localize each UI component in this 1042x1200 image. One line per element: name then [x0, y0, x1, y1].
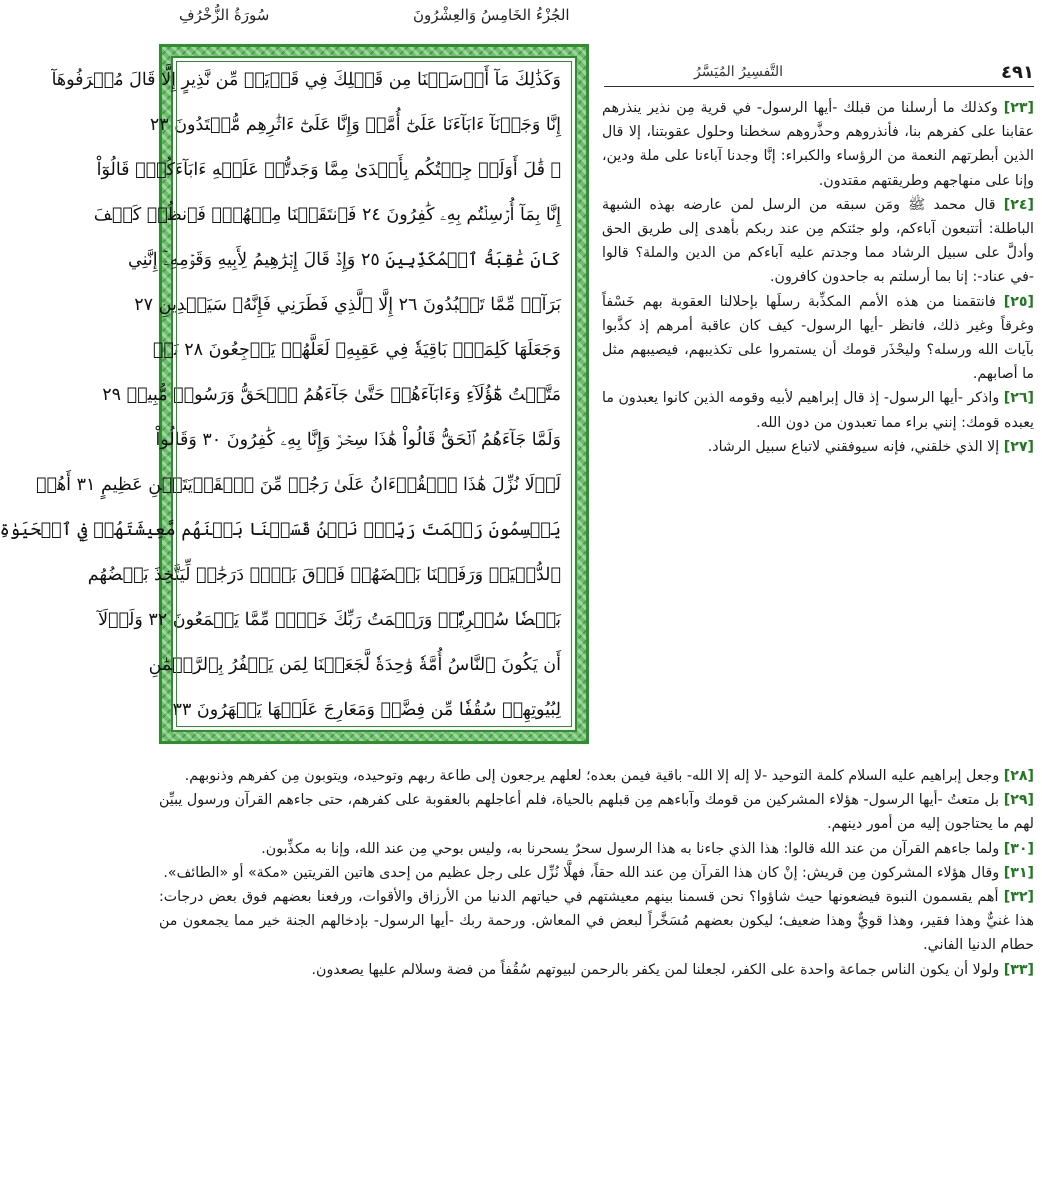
tafsir-text: وكذلك ما أرسلنا من قبلك -أيها الرسول- في قرية مِن نذير ينذرهم عقابنا على كفرهم بنا، فأنذروهم وحذَّروهم سخطنا وحلول عقوبتنا، إلا قال الذين أبطرتهم النعمة من الرؤساء والكبراء: إنَّا وجدنا آباءنا على ملة ودين، وإنا على منهاجهم وطريقتهم مقتدون. [602, 100, 1034, 189]
tafsir-paragraph [602, 386, 1034, 434]
quran-line: لِبُيُوتِهِمۡ سُقُفٗا مِّن فِضَّةٖ وَمَعَارِجَ عَلَيۡهَا يَظۡهَرُونَ ٣٣ [172, 700, 561, 721]
verse-number: [٢٣] [1003, 100, 1034, 116]
tafsir-paragraph [602, 193, 1034, 290]
tafsir-text: أهم يقسمون النبوة فيضعونها حيث شاؤوا؟ نحن قسمنا بينهم معيشتهم في حياتهم الدنيا من الأرزاق والأقوات، ورفعنا بعضهم فوق بعض درجات: هذا غنيٌّ وهذا فقير، وهذا قويٌّ وهذا ضعيف؛ ليكون بعضهم مُسَخَّراً لبعض في المعاش. ورحمة ربك -أيها الرسول- بإدخالهم الجنة خير مما يجمعون من حطام الدنيا الفاني. [159, 889, 1034, 954]
tafsir-paragraph [602, 96, 1034, 193]
tafsir-text: وقال هؤلاء المشركون مِن قريش: إنْ كان هذا القرآن مِن عند الله حقاً، فهلَّا نُزِّل على رجل عظيم من إحدى هاتين القريتين «مكة» أو «الطائف». [163, 864, 1000, 881]
verse-number: [٢٤] [1003, 196, 1035, 213]
tafsir-paragraph [602, 435, 1034, 459]
tafsir-text: واذكر -أيها الرسول- إذ قال إبراهيم لأبيه وقومه الذين كانوا يعبدون ما يعبده قومك: إنني براء مما تعبدون من دون الله. [602, 390, 1034, 431]
tafsir-text: إلا الذي خلقني، فإنه سيوفقني لاتباع سبيل الرشاد. [707, 438, 1000, 455]
tafsir-paragraph [602, 290, 1034, 387]
tafsir-full-width [159, 764, 1034, 982]
tafsir-text: قال محمد ﷺ ومَن سبقه من الرسل لمن عارضه بهذه الشبهة الباطلة: أتتبعون آباءكم، ولو جئتكم مِن عند ربكم بأهدى إلى طريق الحق وأدلَّ على سبيل الرشاد مما وجدتم عليه آباءكم من الدين والملة؟ قالوا -في عناد-: إنا بما أرسلتم به جاحدون كافرون. [602, 196, 1034, 286]
quran-line: إِنَّا بِمَآ أُرۡسِلۡتُم بِهِۦ كَٰفِرُونَ ٢٤ فَٱنتَقَمۡنَا مِنۡهُمۡۖ فَٱنظُرۡ كَيۡفَ [93, 205, 561, 226]
tafsir-paragraph [159, 788, 1034, 836]
surah-name: سُورَةُ الزُّخْرُفِ [179, 6, 270, 24]
verse-number: [٢٧] [1003, 438, 1034, 455]
quran-line: لَوۡلَا نُزِّلَ هَٰذَا ٱلۡقُرۡءَانُ عَلَىٰ رَجُلٖ مِّنَ ٱلۡقَرۡيَتَيۡنِ عَظِيمٍ ٣١ أَهُمۡ [35, 475, 561, 496]
quran-line: يَقۡسِمُونَ رَحۡمَتَ رَبِّكَۚ نَحۡنُ قَسَمۡنَا بَيۡنَهُم مَّعِيشَتَهُمۡ فِي ٱلۡحَيَوٰةِ [0, 520, 561, 541]
quran-frame [0, 44, 589, 744]
tafsir-text: فانتقمنا من هذه الأمم المكذِّبة رسلَها بإحلالنا العقوبة بهم خَسْفاً وغرقاً وغير ذلك، فانظر -أيها الرسول- كيف كان عاقبة أمرهم إذ كذَّبوا بآيات الله ورسله؟ وليحْذَر قومك أن يستمروا على تكذيبهم، فيصيبهم مثل ما أصابهم. [602, 293, 1034, 383]
quran-line: ٱلدُّنۡيَاۚ وَرَفَعۡنَا بَعۡضَهُمۡ فَوۡقَ بَعۡضٖ دَرَجَٰتٖ لِّيَتَّخِذَ بَعۡضُهُم [87, 565, 561, 586]
quran-line: وَكَذَٰلِكَ مَآ أَرۡسَلۡنَا مِن قَبۡلِكَ فِي قَرۡيَةٖ مِّن نَّذِيرٍ إِلَّا قَالَ مُتۡرَفُوهَآ [51, 70, 561, 90]
tafsir-text: وجعل إبراهيم عليه السلام كلمة التوحيد -لا إله إلا الله- باقية فيمن بعده؛ لعلهم يرجعون إلى طاعة ربهم وتوحيده، ويتوبون مِن كفرهم وذنوبهم. [184, 768, 1000, 784]
verse-number: [٢٨] [1003, 768, 1034, 784]
tafsir-text: ولما جاءهم القرآن من عند الله قالوا: هذا الذي جاءنا به هذا الرسول سحرٌ يسحرنا به، وليس بوحي مِن عند الله، وإنا به مكذِّبون. [261, 840, 1000, 857]
verse-number: [٣٠] [1003, 840, 1034, 857]
tafsir-paragraph [159, 764, 1034, 788]
juz-name: الجُزْءُ الخَامِسُ وَالعِشْرُونَ [413, 6, 570, 24]
tafsir-paragraph [159, 861, 1034, 885]
verse-number: [٢٦] [1003, 390, 1035, 407]
quran-line: بَعۡضٗا سُخۡرِيّٗاۗ وَرَحۡمَتُ رَبِّكَ خَيۡرٞ مِّمَّا يَجۡمَعُونَ ٣٢ وَلَوۡلَآ [98, 610, 561, 631]
quran-line: وَجَعَلَهَا كَلِمَةَۢ بَاقِيَةٗ فِي عَقِبِهِۦ لَعَلَّهُمۡ يَرۡجِعُونَ ٢٨ بَلۡ [152, 340, 561, 361]
quran-line: بَرَآءٞ مِّمَّا تَعۡبُدُونَ ٢٦ إِلَّا ٱلَّذِي فَطَرَنِي فَإِنَّهُۥ سَيَهۡدِينِ ٢٧ [134, 295, 561, 316]
tafsir-text: ولولا أن يكون الناس جماعة واحدة على الكفر، لجعلنا لمن يكفر بالرحمن لبيوتهم سُقُفاً من فضة وسلالم عليها يصعدون. [311, 961, 1000, 978]
quran-line: كَانَ عَٰقِبَةُ ٱلۡمُكَذِّبِينَ ٢٥ وَإِذۡ قَالَ إِبۡرَٰهِيمُ لِأَبِيهِ وَقَوۡمِهِۦٓ إِنَّنِي [128, 250, 561, 271]
tafsir-paragraph [159, 885, 1034, 958]
verse-number: [٣٢] [1003, 889, 1034, 906]
quran-line: إِنَّا وَجَدۡنَآ ءَابَآءَنَا عَلَىٰٓ أُمَّةٖ وَإِنَّا عَلَىٰٓ ءَاثَٰرِهِم مُّقۡتَدُونَ ٢٣ [149, 115, 561, 136]
quran-line: ۞ قَٰلَ أَوَلَوۡ جِئۡتُكُم بِأَهۡدَىٰ مِمَّا وَجَدتُّمۡ عَلَيۡهِ ءَابَآءَكُمۡۖ قَالُوٓاْ [96, 160, 561, 181]
quran-text-area [0, 56, 577, 732]
verse-number: [٣٣] [1003, 961, 1034, 978]
book-title: التَّفسِيرُ المُيَسَّرُ [694, 64, 784, 80]
page-number: ٤٩١ [1001, 62, 1034, 83]
verse-number: [٢٩] [1003, 792, 1035, 809]
quran-line: أَن يَكُونَ ٱلنَّاسُ أُمَّةٗ وَٰحِدَةٗ لَّجَعَلۡنَا لِمَن يَكۡفُرُ بِٱلرَّحۡمَٰنِ [148, 655, 561, 676]
quran-line: وَلَمَّا جَآءَهُمُ ٱلۡحَقُّ قَالُواْ هَٰذَا سِحۡرٞ وَإِنَّا بِهِۦ كَٰفِرُونَ ٣٠ وَقَالُواْ [155, 430, 561, 451]
verse-number: [٢٥] [1003, 293, 1034, 310]
page-header [604, 62, 1034, 87]
verse-number: [٣١] [1003, 864, 1034, 881]
tafsir-paragraph [159, 837, 1034, 861]
quran-line: مَتَّعۡتُ هَٰٓؤُلَآءِ وَءَابَآءَهُمۡ حَتَّىٰ جَآءَهُمُ ٱلۡحَقُّ وَرَسُولٞ مُّبِينٞ ٢٩ [102, 385, 561, 406]
tafsir-column [602, 96, 1034, 459]
tafsir-text: بل متعتُ -أيها الرسول- هؤلاء المشركين من قومك وآباءهم مِن قبلهم بالحياة، فلم أعاجلهم بالعقوبة على كفرهم، حتى جاءهم القرآن ورسول يبيِّن لهم ما يحتاجون إليه من أمور دينهم. [159, 792, 1034, 833]
tafsir-paragraph [159, 958, 1034, 982]
